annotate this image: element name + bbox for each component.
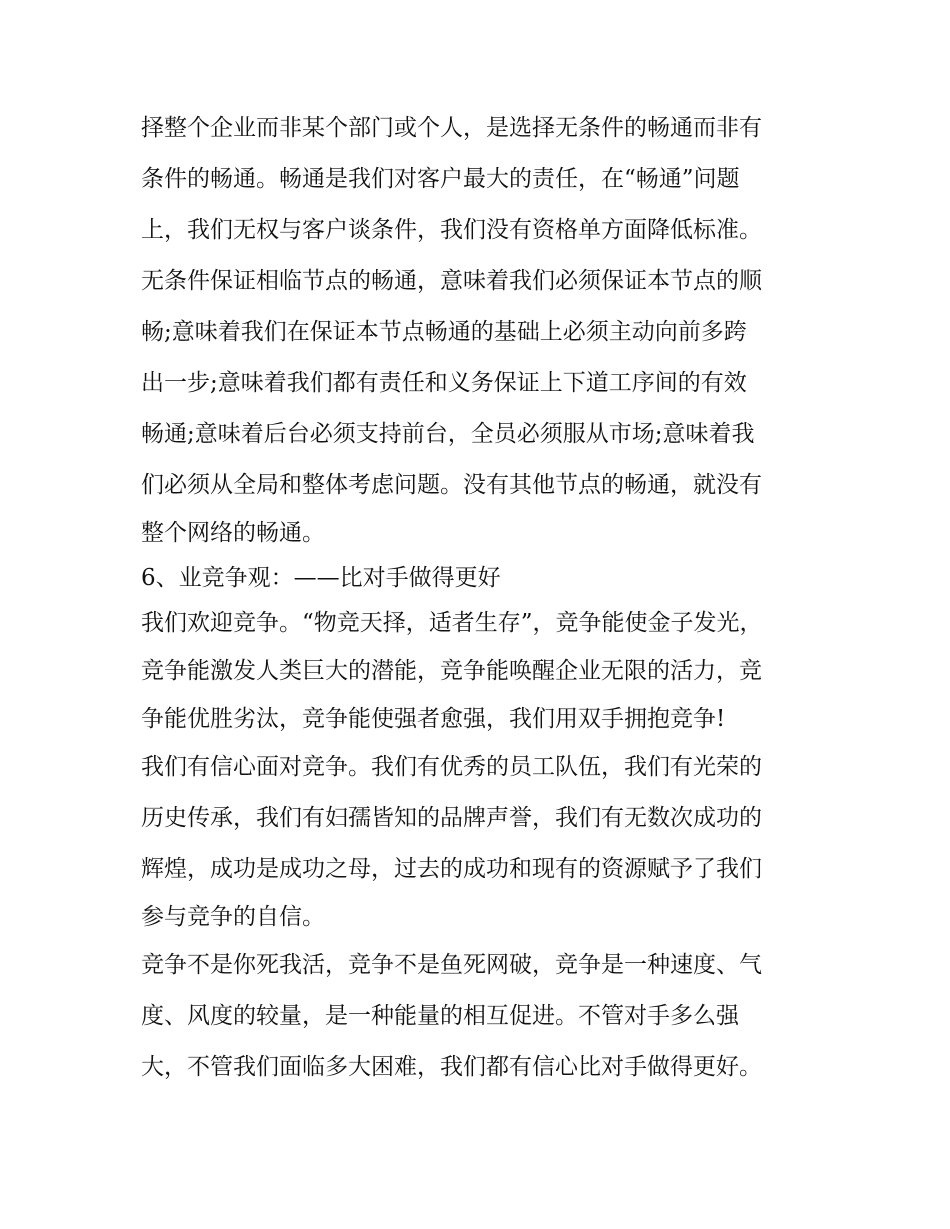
text-line: 度、风度的较量，是一种能量的相互促进。不管对手多么强 bbox=[141, 1003, 739, 1029]
text-line: 竞争不是你死我活，竞争不是鱼死网破，竞争是一种速度、气 bbox=[141, 952, 762, 978]
text-line: 大，不管我们面临多大困难，我们都有信心比对手做得更好。 bbox=[141, 1054, 762, 1080]
text-line: 条件的畅通。畅通是我们对客户最大的责任，在“畅通”问题 bbox=[141, 166, 740, 192]
text-line: 竞争能激发人类巨大的潜能，竞争能唤醒企业无限的活力，竞 bbox=[141, 658, 762, 684]
document-body bbox=[141, 103, 831, 1093]
text-line: 们必须从全局和整体考虑问题。没有其他节点的畅通，就没有 bbox=[141, 472, 762, 498]
text-line: 辉煌，成功是成功之母，过去的成功和现有的资源赋予了我们 bbox=[141, 856, 762, 882]
text-line: 畅通;意味着后台必须支持前台，全员必须服从市场;意味着我 bbox=[141, 421, 755, 447]
text-line: 我们欢迎竞争。“物竞天择，适者生存”，竞争能使金子发光， bbox=[141, 610, 763, 636]
text-line: 历史传承，我们有妇孺皆知的品牌声誉，我们有无数次成功的 bbox=[141, 805, 762, 831]
text-line: 畅;意味着我们在保证本节点畅通的基础上必须主动向前多跨 bbox=[141, 319, 747, 345]
text-line: 我们有信心面对竞争。我们有优秀的员工队伍，我们有光荣的 bbox=[141, 754, 762, 780]
text-line: 参与竞争的自信。 bbox=[141, 904, 325, 930]
text-line: 争能优胜劣汰，竞争能使强者愈强，我们用双手拥抱竞争! bbox=[141, 706, 726, 732]
text-line: 上，我们无权与客户谈条件，我们没有资格单方面降低标准。 bbox=[141, 217, 762, 243]
text-line: 无条件保证相临节点的畅通，意味着我们必须保证本节点的顺 bbox=[141, 268, 762, 294]
text-line: 出一步;意味着我们都有责任和义务保证上下道工序间的有效 bbox=[141, 370, 747, 396]
section-heading: 6、业竞争观：——比对手做得更好 bbox=[141, 565, 501, 591]
text-line: 择整个企业而非某个部门或个人，是选择无条件的畅通而非有 bbox=[141, 115, 762, 141]
text-line: 整个网络的畅通。 bbox=[141, 520, 325, 546]
